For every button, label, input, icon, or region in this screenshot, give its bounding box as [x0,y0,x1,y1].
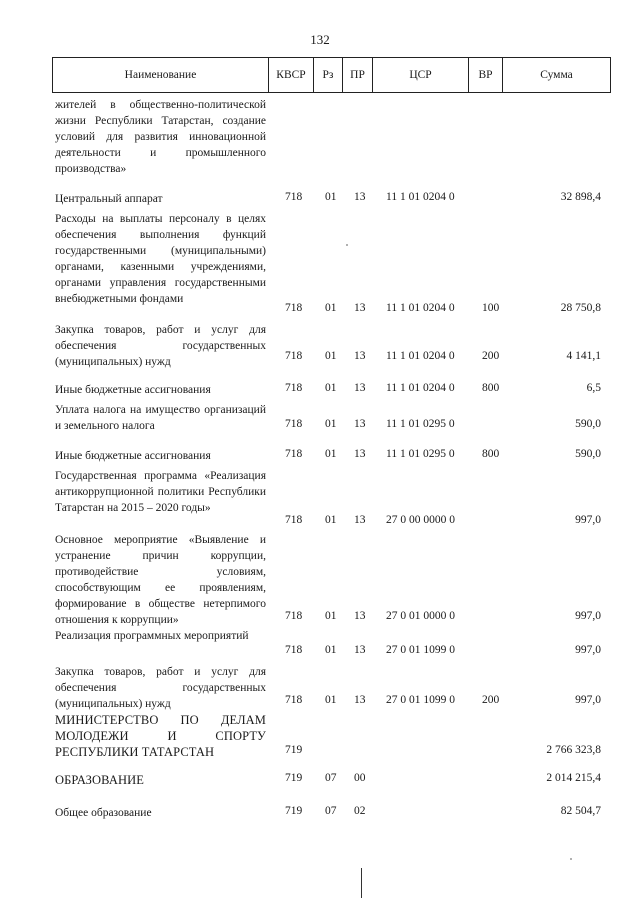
row-kvsr: 719 [285,772,303,784]
row-sum: 6,5 [586,382,601,394]
row-kvsr: 718 [285,694,303,706]
row-kvsr: 718 [285,418,303,430]
row-pr: 13 [354,448,366,460]
row-kvsr: 718 [285,350,303,362]
header-pr: ПР [343,58,373,92]
row-vr: 800 [482,448,500,460]
row-name: Центральный аппарат [55,193,163,205]
header-csr: ЦСР [373,58,469,92]
row-csr: 11 1 01 0295 0 [386,418,455,430]
row-rz: 01 [325,418,337,430]
row-pr: 13 [354,694,366,706]
row-name: жителей в общественно-политической жизни Республики Татарстан, создание условий для развития инновационной деятельности и промышленного производства» [55,99,266,175]
row-name: Государственная программа «Реализация антикоррупционной политики Республики Татарстан на 2015 – 2020 годы» [55,470,266,514]
row-name: Уплата налога на имущество организаций и земельного налога [55,404,266,432]
row-kvsr: 718 [285,514,303,526]
row-name: Закупка товаров, работ и услуг для обеспечения государственных (муниципальных) нужд [55,666,266,710]
row-csr: 11 1 01 0204 0 [386,191,455,203]
row-pr: 00 [354,772,366,784]
row-sum: 4 141,1 [566,350,601,362]
row-kvsr: 718 [285,610,303,622]
row-vr: 100 [482,302,500,314]
row-sum: 82 504,7 [560,805,601,817]
row-csr: 11 1 01 0204 0 [386,350,455,362]
row-rz: 01 [325,382,337,394]
scan-speck [570,858,572,860]
row-kvsr: 719 [285,805,303,817]
row-name: Иные бюджетные ассигнования [55,450,211,462]
row-kvsr: 718 [285,191,303,203]
header-sum: Сумма [540,69,573,81]
row-pr: 13 [354,191,366,203]
row-rz: 01 [325,350,337,362]
row-csr: 11 1 01 0204 0 [386,382,455,394]
header-vr: ВР [469,58,503,92]
row-sum: 590,0 [575,448,601,460]
row-pr: 13 [354,610,366,622]
row-csr: 11 1 01 0295 0 [386,448,455,460]
row-kvsr: 719 [285,744,303,756]
row-vr: 200 [482,350,500,362]
row-csr: 27 0 01 0000 0 [386,610,455,622]
row-rz: 01 [325,191,337,203]
row-rz: 01 [325,694,337,706]
header-name: Наименование [53,58,269,92]
row-name: Реализация программных мероприятий [55,630,249,642]
table-header [52,57,611,93]
row-rz: 01 [325,644,337,656]
row-name: Основное мероприятие «Выявление и устранение причин коррупции, противодействие условиям, способствующим ее проявлениям, формирование в обществе нетерпимого отношения к коррупции» [55,534,266,626]
row-pr: 13 [354,644,366,656]
row-csr: 11 1 01 0204 0 [386,302,455,314]
row-sum: 997,0 [575,514,601,526]
row-sum: 2 766 323,8 [546,744,601,756]
header-rz: Рз [314,58,343,92]
row-sum: 32 898,4 [560,191,601,203]
row-csr: 27 0 01 1099 0 [386,694,455,706]
row-pr: 13 [354,350,366,362]
row-pr: 13 [354,382,366,394]
row-sum: 997,0 [575,610,601,622]
row-name: Иные бюджетные ассигнования [55,384,211,396]
row-rz: 01 [325,514,337,526]
row-rz: 07 [325,805,337,817]
page-number: 132 [310,32,330,47]
row-vr: 200 [482,694,500,706]
row-pr: 02 [354,805,366,817]
row-sum: 997,0 [575,694,601,706]
row-kvsr: 718 [285,644,303,656]
row-sum: 28 750,8 [560,302,601,314]
row-rz: 07 [325,772,337,784]
row-sum: 997,0 [575,644,601,656]
row-rz: 01 [325,302,337,314]
row-name: Общее образование [55,807,152,819]
row-name: МИНИСТЕРСТВО ПО ДЕЛАМ МОЛОДЕЖИ И СПОРТУ РЕСПУБЛИКИ ТАТАРСТАН [55,713,266,759]
row-name: Расходы на выплаты персоналу в целях обеспечения выполнения функций государственными (муниципальными) органами, казенными учреждениями, органами управления государственными внебюджетными фондами [55,213,266,305]
row-csr: 27 0 01 1099 0 [386,644,455,656]
row-kvsr: 718 [285,302,303,314]
row-name: Закупка товаров, работ и услуг для обеспечения государственных (муниципальных) нужд [55,324,266,368]
row-kvsr: 718 [285,448,303,460]
row-rz: 01 [325,610,337,622]
header-kvsr: КВСР [269,58,314,92]
row-kvsr: 718 [285,382,303,394]
row-vr: 800 [482,382,500,394]
row-pr: 13 [354,302,366,314]
row-name: ОБРАЗОВАНИЕ [55,773,144,787]
row-sum: 2 014 215,4 [546,772,601,784]
scan-artifact-line [361,868,362,898]
row-csr: 27 0 00 0000 0 [386,514,455,526]
scan-speck [346,244,348,246]
row-rz: 01 [325,448,337,460]
row-pr: 13 [354,418,366,430]
row-pr: 13 [354,514,366,526]
row-sum: 590,0 [575,418,601,430]
